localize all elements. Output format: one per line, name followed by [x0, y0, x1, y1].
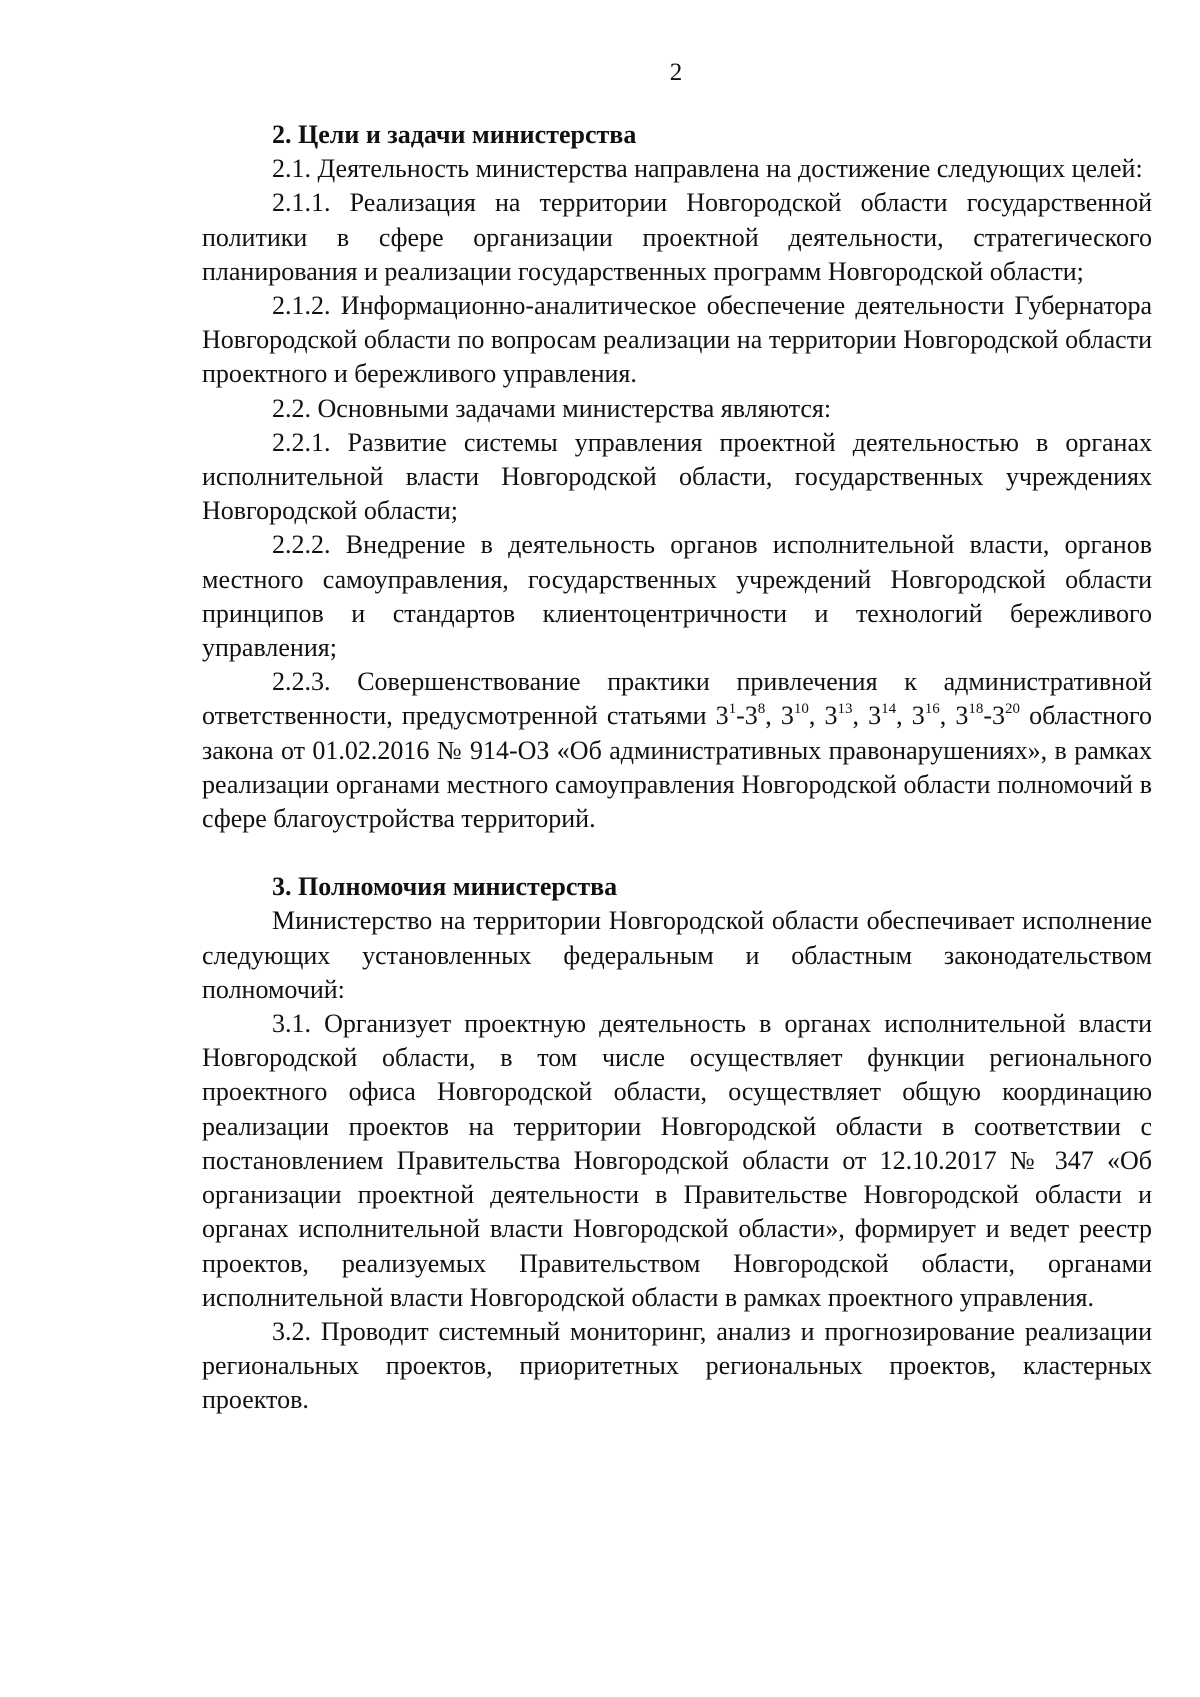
article-separator: , 3	[939, 701, 969, 731]
paragraph-2-2-3	[202, 665, 1152, 836]
article-superscript: 20	[1005, 700, 1020, 717]
paragraph-2-1: 2.1. Деятельность министерства направлена на достижение следующих целей:	[272, 154, 1143, 184]
section-3-heading: 3. Полномочия министерства	[272, 872, 618, 902]
paragraph-2-2: 2.2. Основными задачами министерства являются:	[272, 393, 832, 423]
article-superscript: 18	[968, 700, 984, 717]
paragraph-2-2-3-text-start: 2.2.3. Совершенствование практики привлечения к административной ответственности, предусмотренной статьями 3	[202, 667, 1152, 731]
article-separator: -3	[983, 701, 1005, 731]
paragraph-3-intro: Министерство на территории Новгородской области обеспечивает исполнение следующих установленных федеральным и областным законодательством полномочий:	[202, 906, 1152, 1004]
paragraph-2-2-3-text-end: областного закона от 01.02.2016 № 914-ОЗ «Об административных правонарушениях», в рамках реализации органами местного самоуправления Новгородской области полномочий в сфере благоустройства территорий.	[202, 701, 1153, 834]
paragraph-2-1-2: 2.1.2. Информационно-аналитическое обеспечение деятельности Губернатора Новгородской области по вопросам реализации на территории Новгородской области проектного и бережливого управления.	[202, 291, 1152, 389]
paragraph-3-1: 3.1. Организует проектную деятельность в органах исполнительной власти Новгородской области, в том числе осуществляет функции регионального проектного офиса Новгородской области, осуществляет общую координацию реализации проектов на территории Новгородской области в соответствии с постановлением Правительства Новгородской области от 12.10.2017 № 347 «Об организации проектной деятельности в Правительстве Новгородской области и органах исполнительной власти Новгородской области», формирует и ведет реестр проектов, реализуемых Правительством Новгородской области, органами исполнительной власти Новгородской области в рамках проектного управления.	[202, 1009, 1152, 1312]
article-separator: , 3	[808, 701, 838, 731]
article-superscript: 14	[881, 700, 897, 717]
section-gap	[202, 836, 1152, 870]
article-superscript: 13	[837, 700, 853, 717]
page-number: 2	[669, 59, 683, 86]
article-separator: , 3	[765, 701, 794, 731]
article-separator: , 3	[896, 701, 925, 731]
paragraph-2-1-1: 2.1.1. Реализация на территории Новгородской области государственной политики в сфере организации проектной деятельности, стратегического планирования и реализации государственных программ Новгородской области;	[202, 188, 1152, 286]
article-separator: , 3	[852, 701, 882, 731]
document-body	[202, 118, 1152, 1418]
paragraph-2-2-2: 2.2.2. Внедрение в деятельность органов исполнительной власти, органов местного самоуправления, государственных учреждений Новгородской области принципов и стандартов клиентоцентричности и технологий бережливого управления;	[202, 530, 1152, 663]
paragraph-2-2-1: 2.2.1. Развитие системы управления проектной деятельностью в органах исполнительной власти Новгородской области, государственных учреждениях Новгородской области;	[202, 427, 1152, 526]
article-superscript: 16	[924, 700, 940, 717]
paragraph-3-2: 3.2. Проводит системный мониторинг, анализ и прогнозирование реализации региональных проектов, приоритетных региональных проектов, кластерных проектов.	[202, 1316, 1152, 1415]
section-2-heading: 2. Цели и задачи министерства	[272, 120, 637, 149]
article-superscript: 10	[793, 700, 809, 717]
article-superscript: 1	[728, 700, 737, 717]
article-superscript: 8	[757, 700, 766, 717]
article-separator: -3	[736, 701, 758, 731]
